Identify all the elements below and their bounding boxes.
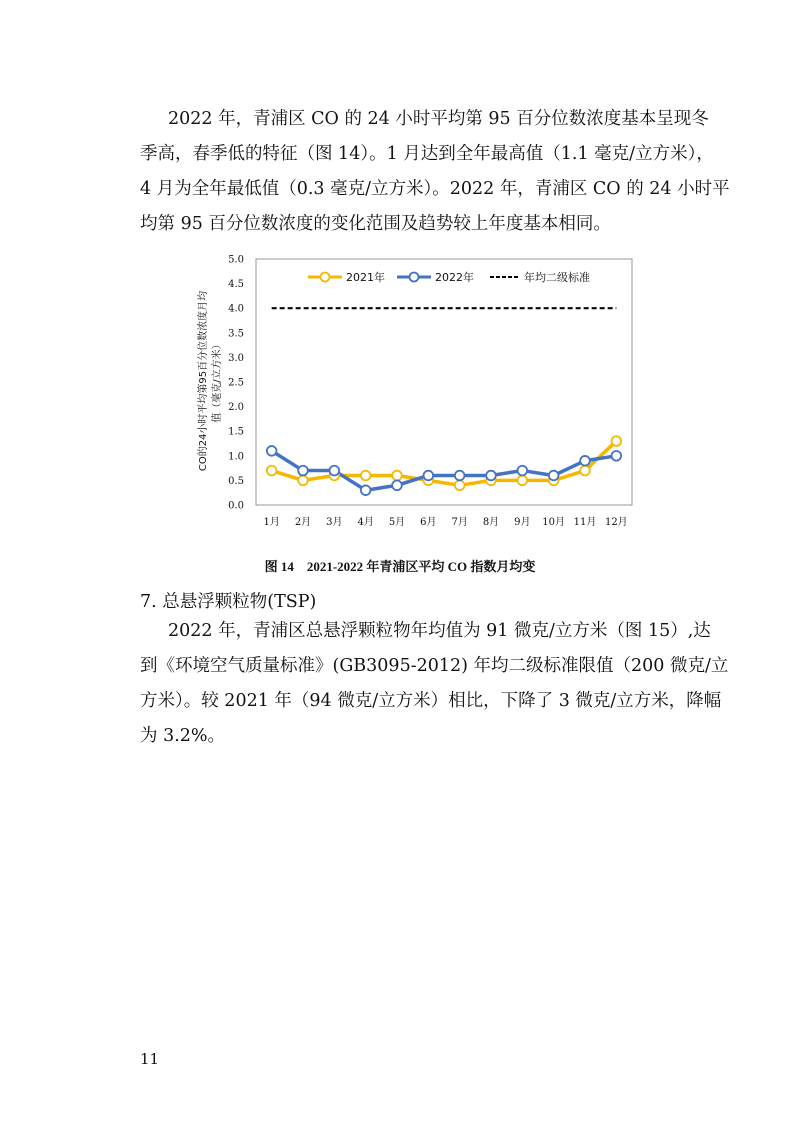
section-heading: 7. 总悬浮颗粒物(TSP) (140, 592, 317, 612)
series-1-point (330, 466, 340, 476)
legend-marker-1 (410, 273, 419, 282)
text-line: 方米）。较 2021 年（94 微克/立方米）相比，下降了 3 微克/立方米，降幅 (140, 691, 722, 711)
text-line: 均第 95 百分位数浓度的变化范围及趋势较上年度基本相同。 (140, 214, 611, 234)
y-tick-label: 0.0 (228, 500, 244, 512)
x-tick-label: 2月 (294, 517, 312, 528)
x-tick-label: 10月 (542, 517, 566, 528)
y-tick-label: 3.0 (228, 352, 244, 364)
text-line: 到《环境空气质量标准》(GB3095-2012) 年均二级标准限值（200 微克/立 (140, 656, 729, 676)
y-tick-label: 2.0 (228, 402, 244, 414)
series-0-point (361, 471, 371, 481)
series-1-point (392, 481, 402, 491)
y-axis-ticks (228, 255, 244, 512)
figure-caption: 图 14 2021-2022 年青浦区平均 CO 指数月均变 (264, 559, 536, 574)
text-line: 为 3.2%。 (140, 726, 226, 746)
x-tick-label: 12月 (604, 517, 628, 528)
series-0-point (267, 466, 277, 476)
series-0-point (612, 436, 622, 446)
legend-label-2: 年均二级标准 (524, 271, 590, 284)
series-1-point (612, 451, 622, 461)
x-tick-label: 8月 (482, 517, 500, 528)
x-tick-label: 11月 (573, 517, 597, 528)
y-axis-title-line2: 值（毫克/立方米） (212, 339, 223, 423)
text-line: 2022 年，青浦区总悬浮颗粒物年均值为 91 微克/立方米（图 15）,达 (168, 621, 711, 641)
series-1-point (486, 471, 496, 481)
legend-marker-0 (321, 273, 330, 282)
series-0-point (298, 476, 308, 486)
x-tick-label: 4月 (357, 517, 374, 528)
series-0-point (580, 466, 590, 476)
co-monthly-line-chart (190, 254, 650, 544)
series-0-point (392, 471, 402, 481)
series-0-point (455, 481, 465, 491)
x-tick-label: 1月 (263, 517, 280, 528)
x-tick-label: 6月 (420, 517, 437, 528)
x-axis-ticks (263, 516, 627, 528)
y-tick-label: 1.5 (228, 426, 244, 438)
series-1-point (361, 485, 371, 495)
y-tick-label: 1.0 (228, 451, 244, 463)
series-1-point (549, 471, 559, 481)
plot-frame (256, 259, 632, 505)
series-1-point (455, 471, 465, 481)
series-1-point (580, 456, 590, 466)
x-tick-label: 5月 (388, 517, 406, 528)
series-1-point (424, 471, 434, 481)
y-axis-title-line1: CO的24小时平均第95百分位数浓度月均 (198, 290, 209, 472)
y-tick-label: 5.0 (228, 254, 244, 266)
page-number: 11 (140, 1050, 160, 1068)
y-tick-label: 4.5 (228, 279, 244, 291)
x-tick-label: 3月 (326, 517, 343, 528)
y-tick-label: 0.5 (228, 475, 244, 487)
legend-label-0: 2021年 (346, 271, 385, 284)
text-line: 2022 年，青浦区 CO 的 24 小时平均第 95 百分位数浓度基本呈现冬 (168, 109, 709, 129)
series-1-point (267, 446, 277, 456)
y-tick-label: 4.0 (228, 303, 244, 315)
legend-label-1: 2022年 (435, 271, 474, 284)
series-1-point (518, 466, 528, 476)
y-tick-label: 3.5 (228, 328, 244, 340)
y-tick-label: 2.5 (228, 377, 244, 389)
x-tick-label: 7月 (451, 517, 468, 528)
y-axis-title (196, 291, 223, 471)
paragraph-co-summary (140, 102, 730, 242)
text-line: 季高，春季低的特征（图 14）。1 月达到全年最高值（1.1 毫克/立方米）， (140, 144, 714, 164)
series-group (267, 436, 621, 495)
paragraph-tsp-summary (140, 614, 729, 754)
text-line: 4 月为全年最低值（0.3 毫克/立方米）。2022 年，青浦区 CO 的 24 小时平 (140, 179, 730, 199)
series-line-0 (272, 441, 617, 485)
legend (308, 270, 590, 284)
series-0-point (518, 476, 528, 486)
series-1-point (298, 466, 308, 476)
x-tick-label: 9月 (514, 517, 531, 528)
